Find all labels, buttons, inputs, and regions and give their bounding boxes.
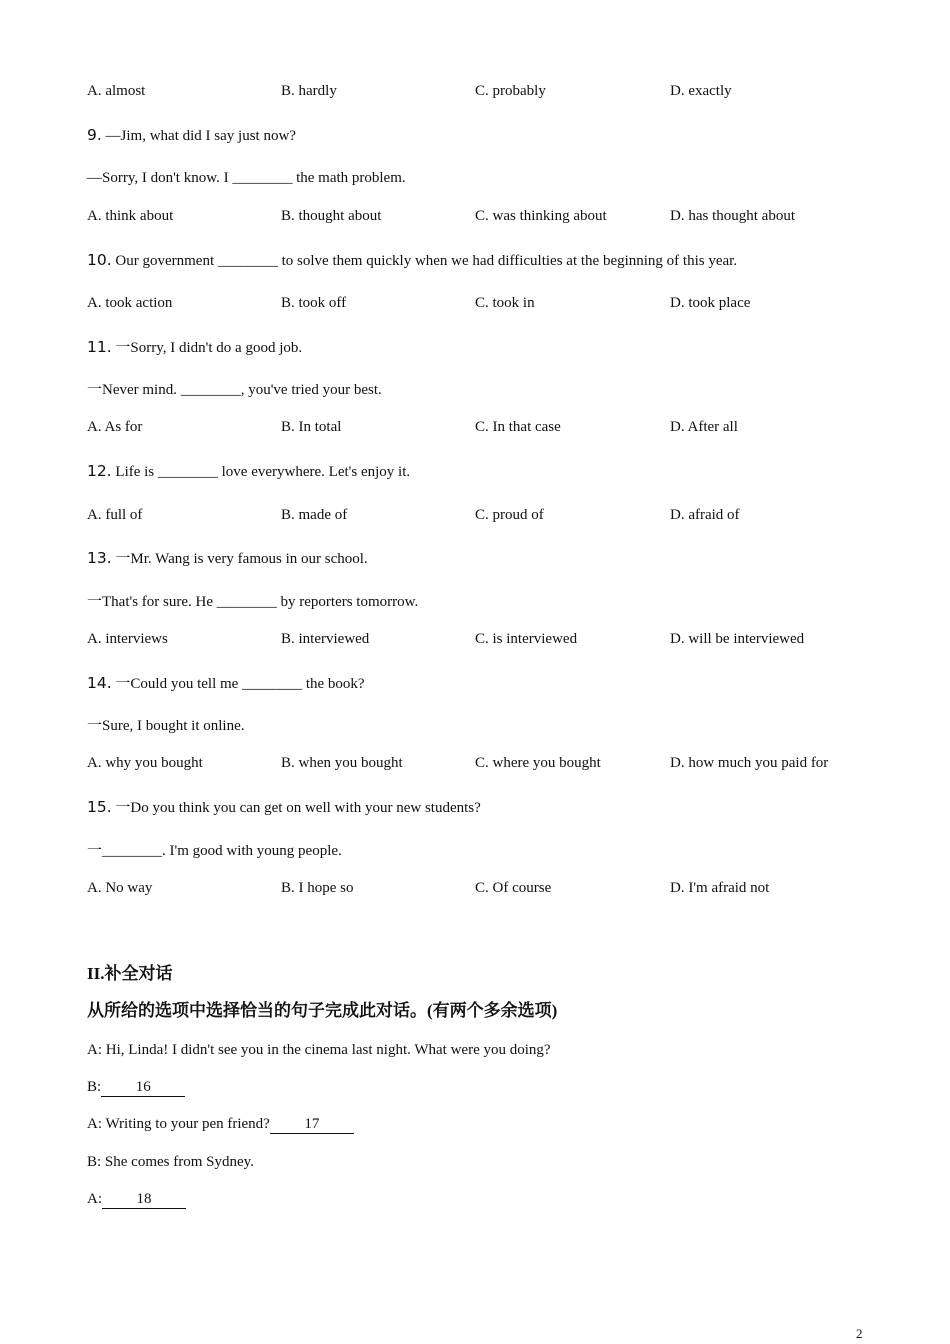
dialog-a3 — [87, 1190, 186, 1209]
q12-option-a: A. full of — [87, 507, 143, 523]
q11-option-a: A. As for — [87, 419, 143, 435]
q11-option-b: B. In total — [281, 419, 342, 435]
page-number: 2 — [856, 1326, 863, 1341]
q14-number: 14. — [87, 674, 112, 692]
q12-line1 — [87, 462, 410, 481]
q8-option-c: C. probably — [475, 83, 546, 99]
q10-option-b: B. took off — [281, 295, 347, 311]
q14-option-a: A. why you bought — [87, 755, 203, 771]
q15-line2: 一________. I'm good with young people. — [87, 843, 342, 859]
blank-17: 17 — [270, 1116, 354, 1134]
q14-text: 一Could you tell me ________ the book? — [115, 676, 365, 692]
q13-option-c: C. is interviewed — [475, 631, 578, 647]
q15-option-a: A. No way — [87, 880, 153, 896]
q8-option-d: D. exactly — [670, 83, 732, 99]
q10-line1 — [87, 251, 737, 270]
section2-title: II.补全对话 — [87, 964, 173, 983]
dialog-a3-prefix: A: — [87, 1191, 102, 1207]
q11-line1 — [87, 338, 302, 357]
q9-option-a: A. think about — [87, 208, 174, 224]
q10-number: 10. — [87, 251, 112, 269]
q13-option-a: A. interviews — [87, 631, 168, 647]
q10-option-d: D. took place — [670, 295, 751, 311]
q15-option-b: B. I hope so — [281, 880, 354, 896]
blank-18: 18 — [102, 1191, 186, 1209]
dialog-a1: A: Hi, Linda! I didn't see you in the cinema last night. What were you doing? — [87, 1042, 551, 1058]
q9-text: —Jim, what did I say just now? — [105, 128, 296, 144]
blank-16: 16 — [101, 1079, 185, 1097]
q8-option-b: B. hardly — [281, 83, 337, 99]
q9-option-b: B. thought about — [281, 208, 382, 224]
q13-line2: 一That's for sure. He ________ by reporters tomorrow. — [87, 594, 419, 610]
dialog-b1-prefix: B: — [87, 1079, 102, 1095]
q11-option-d: D. After all — [670, 419, 738, 435]
q12-text: Life is ________ love everywhere. Let's enjoy it. — [115, 464, 411, 480]
q13-number: 13. — [87, 549, 112, 567]
q9-option-c: C. was thinking about — [475, 208, 607, 224]
dialog-a2 — [87, 1115, 354, 1134]
q10-text: Our government ________ to solve them quickly when we had difficulties at the beginning of this year. — [115, 253, 738, 269]
q10-option-c: C. took in — [475, 295, 535, 311]
q12-number: 12. — [87, 462, 112, 480]
q13-text: 一Mr. Wang is very famous in our school. — [115, 551, 368, 567]
dialog-b2: B: She comes from Sydney. — [87, 1154, 254, 1170]
section2-instruction: 从所给的选项中选择恰当的句子完成此对话。(有两个多余选项) — [87, 1001, 558, 1020]
q9-number: 9. — [87, 126, 102, 144]
q14-option-d: D. how much you paid for — [670, 755, 829, 771]
q15-text: 一Do you think you can get on well with your new students? — [115, 800, 481, 816]
q15-line1 — [87, 798, 481, 817]
q13-line1 — [87, 549, 368, 568]
q11-text: 一Sorry, I didn't do a good job. — [115, 340, 303, 356]
q14-line1 — [87, 674, 365, 693]
q11-option-c: C. In that case — [475, 419, 561, 435]
q15-number: 15. — [87, 798, 112, 816]
q12-option-b: B. made of — [281, 507, 348, 523]
q15-option-c: C. Of course — [475, 880, 552, 896]
q10-option-a: A. took action — [87, 295, 173, 311]
q8-option-a: A. almost — [87, 83, 146, 99]
q14-option-b: B. when you bought — [281, 755, 403, 771]
q12-option-d: D. afraid of — [670, 507, 740, 523]
q15-option-d: D. I'm afraid not — [670, 880, 770, 896]
q12-option-c: C. proud of — [475, 507, 544, 523]
q11-number: 11. — [87, 338, 112, 356]
q9-line2: —Sorry, I don't know. I ________ the math problem. — [87, 170, 406, 186]
q13-option-d: D. will be interviewed — [670, 631, 805, 647]
q14-line2: 一Sure, I bought it online. — [87, 718, 245, 734]
q13-option-b: B. interviewed — [281, 631, 370, 647]
dialog-a2-prefix: A: Writing to your pen friend? — [87, 1116, 270, 1132]
q14-option-c: C. where you bought — [475, 755, 601, 771]
q11-line2: 一Never mind. ________, you've tried your best. — [87, 382, 382, 398]
dialog-b1 — [87, 1078, 185, 1097]
q9-line1 — [87, 126, 296, 145]
q9-option-d: D. has thought about — [670, 208, 795, 224]
